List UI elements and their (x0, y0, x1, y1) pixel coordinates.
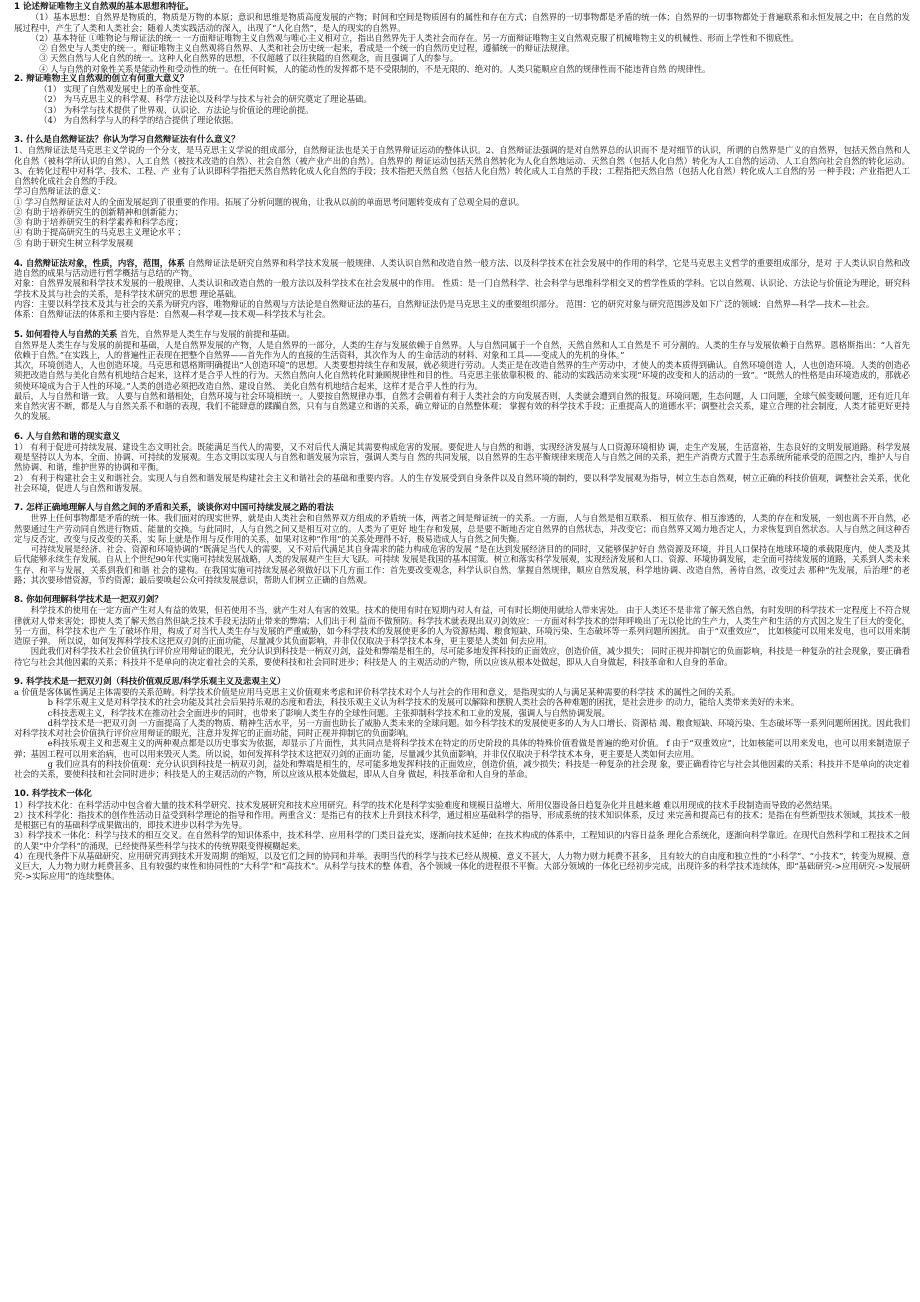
question-1-feature-2: ② 自然史与人类史的统一。辩证唯物主义自然观将自然界、人类和社会历史统一起来，看成是一个统一的自然历史过程，遵循统一的辩证法规律。 (39, 43, 575, 53)
question-2-item: （1） 实现了自然观发展史上的革命性变革。 (39, 84, 206, 94)
question-9-point-c: c科技悲观主义，科学技术在推动社会全面进步的同时，也带来了影响人类生存的全球性问题。主张抑制科学技术和工业的发展，强调人与自然协调发展。 (47, 707, 611, 718)
question-2-item: （3） 为科学与技术提供了世界观、认识论、方法论与价值论的理论前提。 (39, 104, 314, 115)
question-2-title: 2. 辩证唯物主义自然观的创立有何重大意义？ (14, 73, 189, 84)
question-9-point-a: a 价值是客体属性满足主体需要的关系范畴。科学技术价值是应用马克思主义价值观来考虑和评价科学技术对个人与社会的作用和意义，是指现实的人与满足某种需要的科学技 术的属性之间的关系。 (14, 687, 741, 697)
question-4-paragraph (14, 258, 910, 279)
question-10-title: 10. 科学技术一体化 (14, 789, 92, 800)
question-6-title: 6. 人与自然和谐的现实意义 (14, 431, 121, 442)
question-5-paragraph (14, 329, 910, 339)
question-2-item: （2） 为马克思主义的科学观、科学方法论以及科学与技术与社会的研究奠定了理论基础。 (39, 94, 372, 105)
question-9-title: 9. 科学技术是一把双刃剑（科技价值观反思/科学乐观主义及悲观主义） (14, 676, 286, 687)
question-3-item: ④ 有助于提高研究生的马克思主义理论水平 ； (14, 227, 186, 238)
question-3-title: 3. 什么是自然辩证法？你认为学习自然辩证法有什么意义？ (14, 135, 240, 145)
question-4-content: 内容：主要以科学技术及其与社会的关系为研究内容，唯物辩证的自然观与方法论是自然辩证法的基石，自然辩证法仍是马克思主义的重要组织部分。 范围：它的研究对象与研究范围涉及如下广泛的领域：自然界—科学—技术—社会。 (14, 298, 875, 309)
question-8-double-effect: 科学技术的使用在一定方面产生对人有益的效果，但若使用不当，就产生对人有害的效果。技术的使用有时在短期内对人有益，可有时长期使用就给人带来害处。 由于人类还不是非常了解天然自然，有时发明的科学技术一定程度上不符合规律就对人带来害处；即使人类了解天然自然但缺乏技术手段无法防止带来的弊端；人们出于利 益而不做预防。科学技术就表现出双刃剑效应：一方面对科学技术的崇拜呼唤出了无以伦比的生产力，人类生产和生活的方式因之发生了巨大的变化，另一方面，科学技术也产 生了破坏作用，构成了对当代人类生存与发展的严重威胁，如今科学技术的发展使更多的人为资源枯竭、粮食短缺、环境污染、生态破坏等一系列问题所困扰。 由于“双重效应”， 比如核能可以用来发电，也可以用来制造原子弹。 所以说，如何发挥科学技术这把双刃剑的正面功能，尽量减少其负面影响，并非仅仅取决于科学技术本身，更主要是人类如 何去应用。 (14, 605, 910, 646)
question-5-intro: 首先，自然界是人类生存与发展的前提和基础。 (119, 329, 295, 340)
question-1-feature-3: ③ 天然自然与人化自然的统一。这种人化自然界的思想，不仅超越了以往狭隘的自然观念，而且强调了人的参与。 (39, 53, 459, 64)
question-3-item: ⑤ 有助于研究生树立科学发展观 (14, 237, 134, 248)
question-5-harmony: 最后，人与自然和谐一致。 人要与自然和谐相处，自然环境与社会环境相统一。人要按自然规律办事，自然才会朝着有利于人类社会的方向发展否则，人类就会遭到自然的报复。环境问题，生态问题，人 口问题，全球气候变暖问题，还有近几年来自然灾害不断，都是人与自然关系不和谐的表现，我们不能肆意的蹂躏自然，只有与自然建立和谐的关系，确立辩证的自然整体观； 掌握有效的科学技术手段；正重提高人的道德水平；调整社会关系，建立合理的社会制度，人类才能更好更持久的发展。 (14, 390, 910, 422)
question-2-item: （4） 为自然科学与人的科学的结合提供了理论依据。 (39, 114, 239, 125)
question-7-sustainability: 可持续发展是经济、社会、资源和环境协调的“既满足当代人的需要，又不对后代满足其自身需求的能力构成危害的发展 ”是在达到发展经济目的的同时，又能够保护好自 然资源及环境，并且人口保持在地球环境的承载限度内，使人类及其后代能够永续生存发展。自从上个世纪90年代实施可持续发展战略，人类的发展观产生巨大飞跃。可持续 发展是我国的基本国策。树立和落实科学发展观，实现经济发展和人口、资源、环境协调发展，走全面可持续发展的道路，关系到人类未来生存、和平与发展，关系到我们和谐 社会的建构。在我国实施可持续发展必须做好以下几方面工作：首先要改变观念，科学认识自然，掌握自然规律，顺应自然发展，科学地协调、改造自然，善待自然，改变过去 那种“先发展，后治理”的老路；其次要珍惜资源，节约资源；最后要唤起公众可持续发展意识，帮助人们树立正确的自然观。 (14, 544, 910, 585)
question-5-nature-basis: 自然界是人类生存与发展的前提和基础，人是自然界发展的产物，人是自然界的一部分，人类的生存与发展依赖于自然界。人与自然同属于一个自然，天然自然和人工自然是不 可分割的。人类的生存与发展依赖于自然界。恩格斯指出：“人首先依赖于自然。”在实践上，人的普遍性正表现在把整个自然界——首先作为人的直接的生活资料，其次作为人 的生命活动的材料、对象和工具——变成人的先机的身体。” (14, 339, 910, 360)
question-3-item: ② 有助于培养研究生的创新精神和创新能力； (14, 206, 184, 217)
question-6-point-2: 2） 有利于构建社会主义和谐社会。实现人与自然和谐发展是构建社会主义和谐社会的基础和重要内容。人的生存发展受到自身条件以及自然环境的制约，要以科学发展观为指导，树立生态自然观，树立正确的科技价值观，调整社会关系，优化社会环境，促进人与自然和谐发展。 (14, 472, 910, 493)
question-1-basic-ideas: （1）基本思想：自然界是物质的，物质是万物的本原；意识和思维是物质高度发展的产物；时间和空间是物质固有的属性和存在方式；自然界的一切事物都是矛盾的统一体；自然界的一切事物都处于普遍联系和永恒发展之中；在自然的发展过程中，产生了人类和人类社会；随着人类实践活动的深入，出现了“人化自然”，是人的现实的自然界。 (14, 12, 910, 33)
question-3-item: ① 学习自然辩证法对人的全面发展起到了很重要的作用。拓展了分析问题的视角，让我从以前的单面思考问题转变成有了总观全局的意识。 (14, 196, 525, 207)
question-3-definition: 1、自然辩证法是马克思主义学说的一个分支，是马克思主义学说的组成部分，自然辩证法也是关于自然界辩证运动的整体认识。2、自然辩证法强调的是对自然界总的认识而不 是对细节的认识，所谓的自然界是广义的自然界，包括天然自然和人化自然（被科学所认识的自然）、人工自然（被技术改造的自然）、社会自然（被产业产出的自然）。自然界的 辩证运动包括天然自然转化为人化自然地运动、天然自然（包括人化自然）转化为人工自然的运动、人工自然向社会自然的转化运动。3、在转化过程中对科学、技术、工程、产 业有了认识即科学指把天然自然转化成人化自然的手段；技术指把天然自然（包括人化自然）转化成人工自然的手段；工程指把天然自然（包括人化自然）转化成人工自然的另 一种手段；产业指把人工自然转化成社会自然的手段。 (14, 145, 910, 186)
question-6-point-1: 1） 有利于促进可持续发展、建设生态文明社会。既能满足当代人的需要，又不对后代人满足其需要构成危害的发展。要促进人与自然的和谐，实现经济发展与人口资源环境相协 调，走生产发展，生活富裕，生态良好的文明发展道路。科学发展观是坚持以人为本，全面、协调、可持续的发展观。生态文明以实现人与自然和谐发展为宗旨，强调人类与自 然的共同发展，以自然界的生态平衡规律来规范人与自然之间的关系，把生产消费方式置于生态系统所能承受的范围之内，维护人与自然协调、和谐，维护世界的协调和平衡。 (14, 441, 910, 473)
question-9-point-d: d科学技术是一把双刃剑 一方面提高了人类的物质、精神生活水平，另一方面也助长了威胁人类未来的全球问题。如今科学技术的发展使更多的人为人口增长、资源枯 竭、粮食短缺、环境污染、生态破坏等一系列问题所困扰。因此我们对科学技术对社会价值执行评价应用辩证的眼光，注意并发挥它的正面功能，同时正视并抑制它的负面影响。 (14, 717, 910, 738)
question-4-object: 对象：自然界发展和科学技术发展的一般规律、人类认识和改造自然的一般方法以及科学技术在社会发展中的作用。 性质：是一门自然科学、社会科学与思维科学相交叉的哲学性质的学科。它以自然观、认识论、方法论与价值论为理论，研究科学技术及其与社会的关系，是科学技术研究的思想 理论基础。 (14, 278, 910, 299)
question-10-point-4: 4）在现代条件下从基础研究、应用研究再到技术开发周期 的缩短，以及它们之间的协同和并举。表明当代的科学与技术已经从规模、意义不甚大，人力物力财力耗费不甚多， 且有较大的自由度和独立性的“小科学”、“小技术”，转变为规模、意义巨大，人力物力财力耗费甚多、且有较强约束性和协同性的“大科学”和“高技术”。从科学与技术的整 体看，各个领域一体化的进程很不平衡。大部分领域的一体化已经初步完成，出现许多的科学技术连续体，即“基础研究->应用研究->发展研究->实际应用”的连续整体。 (14, 850, 910, 882)
question-9-point-b: b 科学乐观主义是对科学技术的社会功能及其社会后果持乐观的态度和看法，科技乐观主义认为科学技术的发展可以解除和摆脱人类社会的各种难题的困扰，是社会进步 的动力，能给人类带来美好的未来。 (47, 697, 800, 708)
document-page (14, 2, 910, 882)
question-8-conclusion: 因此我们对科学技术社会价值执行评价应用辩证的眼光，充分认识到科技是一柄双刃剑，益处和弊端是相生的，尽可能多地发挥科技的正面效应，创造价值，减少损失； 同时正视并抑制它的负面影响，科技是一种复杂的社会现象，要正确看待它与社会其他因素的关系；科技并不是单向的决定着社会的关系，要使科技和社会同时进步；科技是人 的主观活动的产物，所以应该从根本处做起，即从人自身做起，科技革命和人自身的革命。 (14, 646, 910, 667)
question-1-features: （2）基本特征 ①唯物论与辩证法的统一 一方面辩证唯物主义自然观与唯心主义相对立，指出自然界先于人类社会而存在。另一方面辩证唯物主义自然观克服了机械唯物主义的机械性、形而上学性和不彻底性。 (30, 32, 799, 43)
question-10-point-3: 3）科学技术一体化：科学与技术的相互交叉。在自然科学的知识体系中，技术科学、应用科学的门类日益充实，逐渐向技术延伸；在技术构成的体系中，工程知识的内容日益条 理化合系统化，逐渐向科学靠近。在现代自然科学和工程技术之间的人架“中介学科”的涌现，已经使得某些科学与技术的传统界限变得模糊起来。 (14, 830, 910, 851)
question-1-feature-4: ④ 人与自然的对象性关系是能动性和受动性的统一。在任何时候，人的能动性的发挥都不是不受限制的，不是无限的、绝对的。人类只能顺应自然的规律性而不能违背自然 的规律性。 (39, 63, 711, 74)
question-4-system: 体系：自然辩证法的体系和主要内容是：自然观—科学观—技术观—科学技术与社会。 (14, 309, 331, 319)
question-8-title: 8. 你如何理解科学技术是一把双刃剑？ (14, 595, 163, 605)
question-3-significance-heading: 学习自然辩证法的意义： (14, 186, 106, 197)
question-5-environment: 其次，环境创造人，人也创造环境。马克思和恩格斯明确提出“人创造环境”的思想。人类要想持续生存和发展，就必须进行劳动。人类正是在改造自然界的生产劳动中，才使人的类本质得到确认。自然环境创造 人，人也创造环境。人类的创造必须把改造自然与美化自然有机地结合起来，这样才是合乎人性的行为。天然自然向人化自然转化时兼顾规律性和目的性。马克思主张依靠积极 的、能动的实践活动来实现“环境的改变和人的活动的一致”。“既然人的性格是由环境造成的，那就必须使环境成为合于人性的环境。”人类的创造必须把改造自然、建设自然、 美化自然有机地结合起来，这样才是合乎人性的行为。 (14, 360, 910, 391)
question-5-title: 5. 如何看待人与自然的关系 (14, 329, 118, 340)
question-7-title: 7. 怎样正确地理解人与自然之间的矛盾和关系，谈谈你对中国可持续发展之路的看法 (14, 503, 334, 513)
question-10-point-1: 1）科学技术化：在科学活动中包含着大量的技术科学研究、技术发展研究和技术应用研究。科学的技术化是科学实验难度和规模日益增大、所用仪器设备日趋复杂化并且越来越 难以用现成的技术手段制造而导致的必然结果。 (14, 799, 838, 810)
question-9-point-e-f: e科技乐观主义和悲观主义的两种观点都是以历史事实为依据，却显示了片面性，其共同点是将科学技术在特定的历史阶段的具体的特殊价值看做是普遍的绝对价值。 f 由于“双重效应”，比如核能可以用来发电，也可以用来制造原子弹；基因工程可以用来治病，也可以用来毁灭人类。所以说，如何发挥科学技术这把双刃剑的正面功 能，尽量减少其负面影响，并非仅仅取决于科学技术本身，更主要是人类如何去应用。 (14, 738, 910, 759)
question-4-intro: 自然辩证法是研究自然界和科学技术发展一般规律、人类认识自然和改造自然一般方法、以及科学技术在社会发展中的作用的科学，它是马克思主义哲学的重要组成部分，是对 于人类认识自然和改造自然的成果与活动进行哲学概括与总结的产物。 (14, 257, 910, 278)
question-1-title: 1 论述辩证唯物主义自然观的基本思想和特征。 (14, 2, 194, 12)
question-4-title: 4. 自然辩证法对象，性质，内容，范围，体系 (14, 257, 185, 268)
question-9-point-g: g 我们应具有的科技价值观：充分认识到科技是一柄双刃剑，益处和弊端是相生的，尽可能多地发挥科技的正面效应，创造价值，减少损失；科技是一种复杂的社会现 象，要正确看待它与社会其他因素的关系；科技并不是单向的决定着社会的关系，要使科技和社会同时进步；科技是人的主观活动的产物，所以应该从根本处做起，即从人自身 做起，科技革命和人自身的革命。 (14, 758, 910, 779)
question-3-item: ③ 有助于培养研究生的科学素养和科学态度； (14, 217, 184, 227)
question-7-contradiction: 世界上任何事物都是矛盾的统一体。我们面对的现实世界，就是由人类社会和自然界双方组成的矛盾统一体，两者之间是辩证统一的关系。一方面，人与自然是相互联系、 相互依存、相互渗透的，人类的存在和发展，一刻也离不开自然，必然要通过生产劳动同自然进行物质、能量的交换。与此同时，人与自然之间又是相互对立的。人类为了更好 地生存和发展，总是要不断地否定自然界的自然状态，并改变它；而自然界又竭力地否定人，力求恢复到自然状态。人与自然之间这种否定与反否定，改变与反改变的关系，实 际上就是作用与反作用的关系，如果对这种“作用”的关系处理得不好，极易造成人与自然之间失衡。 (14, 513, 910, 544)
question-10-point-2: 2）技术科学化：指技术的创作性活动日益受到科学理论的指导和作用。两重含义：是指已有的技术上升到技术科学，通过相应基础科学的指导，形成系统的技术知识体系，反过 来完善和提高已有的技术；是指在有些新型技术领域，其技术一般是根据已有的基础科学成果做出的，即技术进步以科学为先导。 (14, 809, 910, 830)
